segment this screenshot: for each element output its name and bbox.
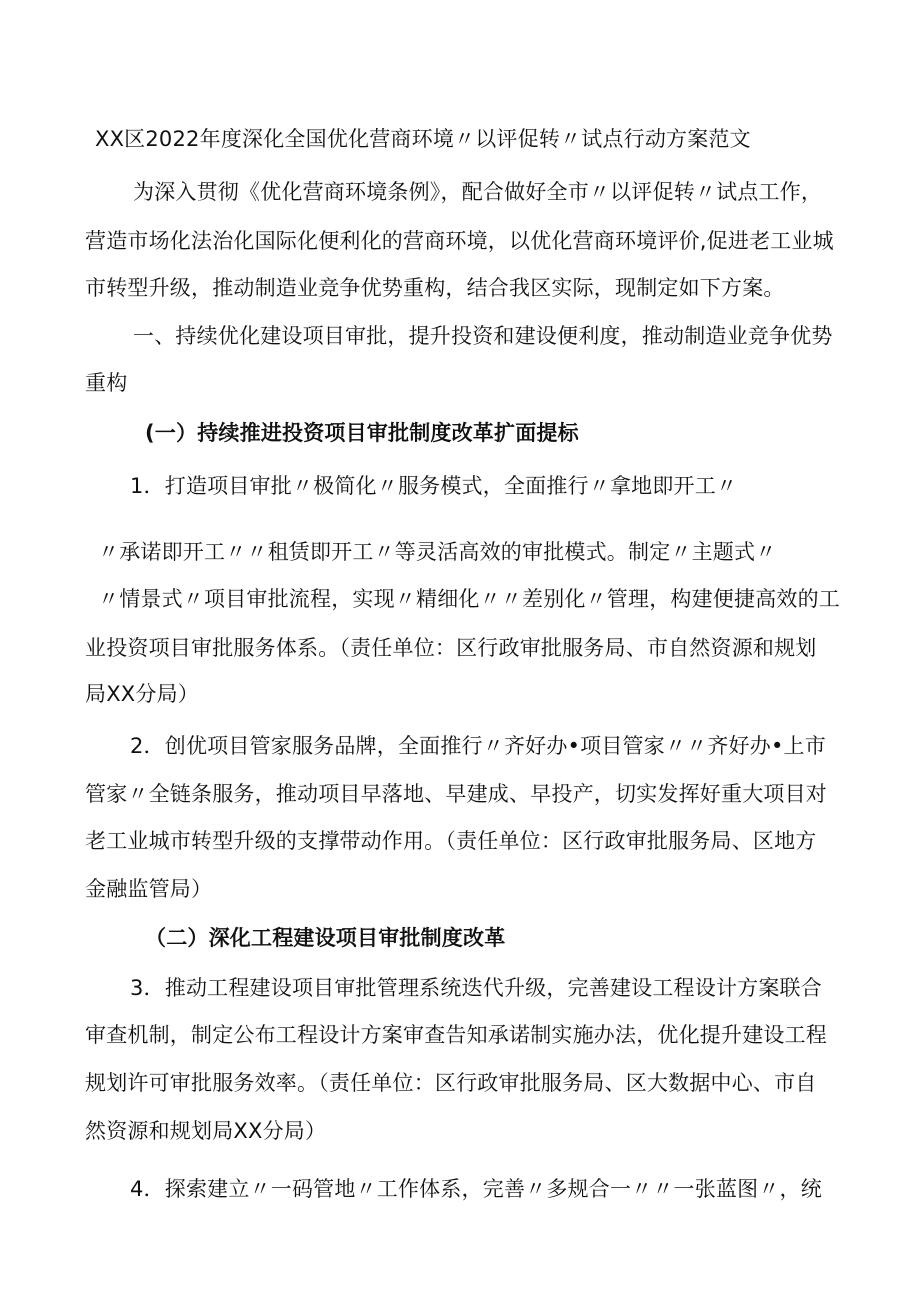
paragraph-line: 为深入贯彻《优化营商环境条例》，配合做好全市〃以评促转〃试点工作，: [133, 180, 823, 204]
paragraph-line: 管家〃全链条服务，推动项目早落地、早建成、早投产，切实发挥好重大项目对: [85, 782, 827, 806]
paragraph-line: 然资源和规划局XX分局）: [85, 1119, 327, 1143]
paragraph-line: 2．创优项目管家服务品牌，全面推行〃齐好办•项目管家〃〃齐好办•上市: [130, 734, 826, 758]
paragraph-line: 1．打造项目审批〃极简化〃服务模式，全面推行〃拿地即开工〃: [130, 474, 738, 498]
paragraph-line: 局XX分局）: [85, 682, 199, 706]
paragraph-line: 营造市场化法治化国际化便利化的营商环境，以优化营商环境评价,促进老工业城: [85, 229, 834, 253]
paragraph-line: 市转型升级，推动制造业竞争优势重构，结合我区实际，现制定如下方案。: [85, 276, 785, 300]
section-heading: 一、持续优化建设项目审批，提升投资和建设便利度，推动制造业竞争优势: [133, 324, 833, 348]
paragraph-line: 〃承诺即开工〃〃租赁即开工〃等灵活高效的审批模式。制定〃主题式〃: [98, 540, 777, 564]
subsection-heading: (一）持续推进投资项目审批制度改革扩面提标: [145, 421, 579, 445]
paragraph-line: 审查机制，制定公布工程设计方案审查告知承诺制实施办法，优化提升建设工程: [85, 1023, 827, 1047]
section-heading: 重构: [85, 371, 128, 395]
paragraph-line: 规划许可审批服务效率。（责任单位：区行政审批服务局、区大数据中心、市自: [85, 1071, 817, 1095]
paragraph-line: 业投资项目审批服务体系。（责任单位：区行政审批服务局、市自然资源和规划: [85, 636, 817, 660]
paragraph-line: 3．推动工程建设项目审批管理系统迭代升级，完善建设工程设计方案联合: [130, 976, 822, 1000]
paragraph-line: 4．探索建立〃一码管地〃工作体系，完善〃多规合一〃〃一张蓝图〃，统: [130, 1177, 822, 1201]
document-title: XX区2022年度深化全国优化营商环境〃以评促转〃试点行动方案范文: [95, 127, 751, 151]
paragraph-line: 老工业城市转型升级的支撑带动作用。（责任单位：区行政审批服务局、区地方: [85, 829, 817, 853]
paragraph-line: 金融监管局）: [85, 877, 213, 901]
paragraph-line: 〃情景式〃项目审批流程，实现〃精细化〃〃差别化〃管理，构建便捷高效的工: [98, 587, 840, 611]
subsection-heading: （二）深化工程建设项目审批制度改革: [145, 926, 506, 950]
